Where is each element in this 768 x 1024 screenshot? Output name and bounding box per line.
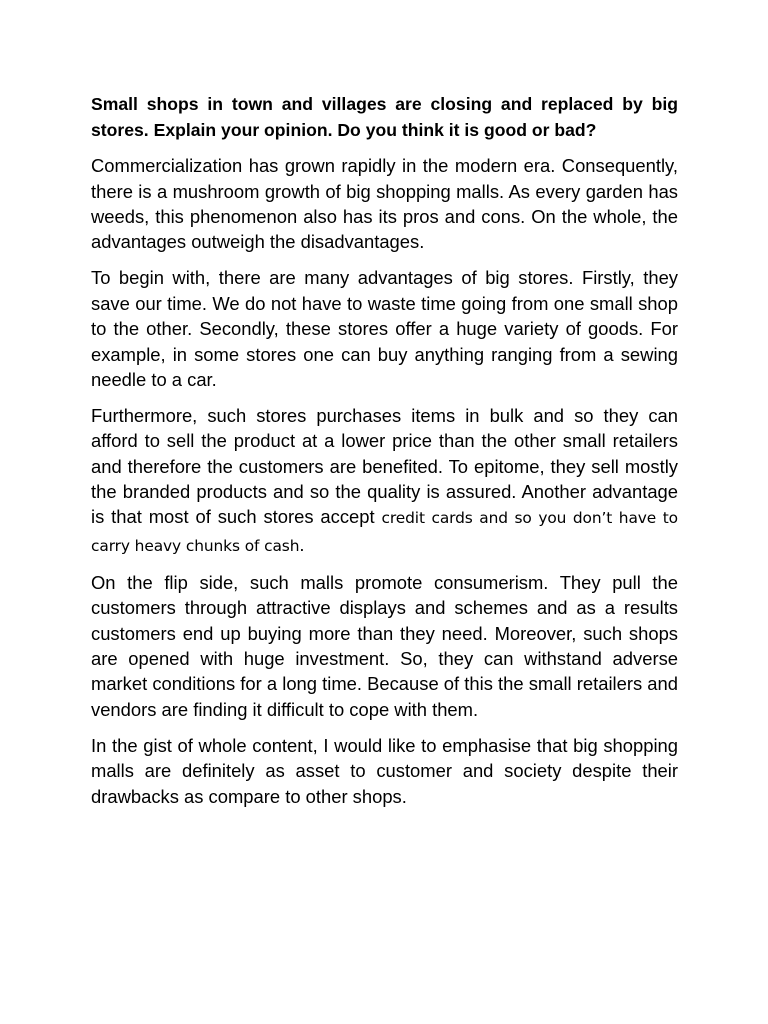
paragraph-furthermore-period: .	[299, 533, 305, 555]
paragraph-furthermore-credit-cards-text: credit cards and so you don’t have to carry heavy chunks of cash	[91, 509, 678, 555]
paragraph-disadvantages: On the flip side, such malls promote consumerism. They pull the customers through attractive displays and schemes and as a results customers end up buying more than they need. Moreover, such shops are opened with huge investment. So, they can withstand adverse market conditions for a long time. Because of this the small retailers and vendors are finding it difficult to cope with them.	[91, 571, 678, 720]
document-page	[91, 92, 678, 819]
paragraph-conclusion: In the gist of whole content, I would like to emphasise that big shopping malls are definitely as asset to customer and society despite their drawbacks as compare to other shops.	[91, 734, 678, 807]
paragraph-advantages: To begin with, there are many advantages of big stores. Firstly, they save our time. We do not have to waste time going from one small shop to the other. Secondly, these stores offer a huge variety of goods. For example, in some stores one can buy anything ranging from a sewing needle to a car.	[91, 267, 678, 390]
paragraph-furthermore	[91, 403, 678, 559]
essay-prompt-heading: Small shops in town and villages are closing and replaced by big stores. Explain your opinion. Do you think it is good or bad?	[91, 94, 678, 140]
paragraph-furthermore-main-text: Furthermore, such stores purchases items in bulk and so they can afford to sell the product at a lower price than the other small retailers and therefore the customers are benefited. To epitome, they sell mostly the branded products and so the quality is assured. Another advantage is that most of such stores accept	[91, 404, 678, 528]
paragraph-introduction: Commercialization has grown rapidly in the modern era. Consequently, there is a mushroom growth of big shopping malls. As every garden has weeds, this phenomenon also has its pros and cons. On the whole, the advantages outweigh the disadvantages.	[91, 155, 678, 253]
